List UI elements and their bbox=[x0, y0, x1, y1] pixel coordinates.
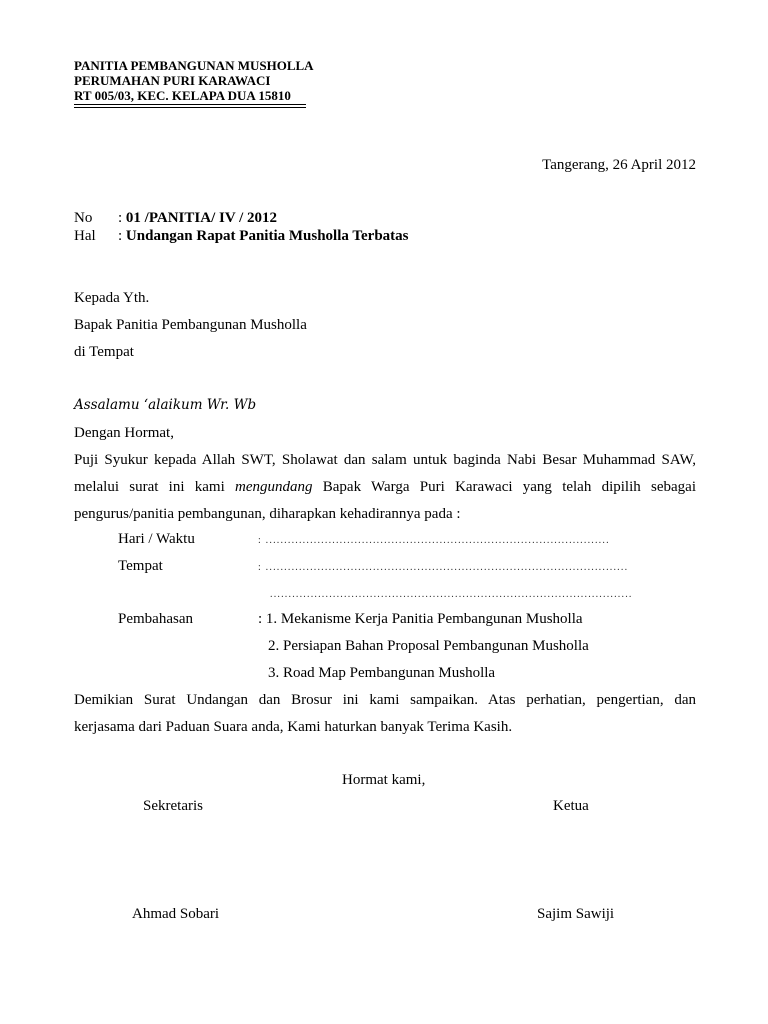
hal-label: Hal bbox=[74, 228, 96, 244]
no-colon: : bbox=[118, 210, 126, 226]
hal-field bbox=[118, 229, 409, 244]
letter-date: Tangerang, 26 April 2012 bbox=[542, 157, 696, 173]
letterhead-rule-top bbox=[74, 104, 306, 105]
hal-value: Undangan Rapat Panitia Musholla Terbatas bbox=[125, 228, 409, 244]
letterhead-line1: PANITIA PEMBANGUNAN MUSHOLLA bbox=[74, 58, 314, 73]
agenda-item-3: 3. Road Map Pembangunan Musholla bbox=[268, 665, 496, 681]
body-line2 bbox=[74, 480, 696, 495]
salutation: Dengan Hormat, bbox=[74, 425, 174, 441]
no-label: No bbox=[74, 210, 93, 226]
letterhead-line3: RT 005/03, KEC. KELAPA DUA 15810 bbox=[74, 88, 291, 103]
no-field bbox=[118, 211, 277, 226]
body-line3: pengurus/panitia pembangunan, diharapkan kehadirannya pada : bbox=[74, 506, 461, 522]
body-line2-post: Bapak Warga Puri Karawaci yang telah dipilih sebagai bbox=[312, 479, 696, 495]
pembahasan-label: Pembahasan bbox=[118, 611, 193, 627]
body-line2-emphasis: mengundang bbox=[235, 479, 313, 495]
closing-line2: kerjasama dari Paduan Suara anda, Kami haturkan banyak Terima Kasih. bbox=[74, 719, 513, 735]
body-line1: Puji Syukur kepada Allah SWT, Sholawat dan salam untuk baginda Nabi Besar Muhammad SAW, bbox=[74, 452, 696, 468]
agenda-item-1: : 1. Mekanisme Kerja Panitia Pembangunan Musholla bbox=[258, 611, 583, 627]
tempat-value-line2: .................................................................................................. bbox=[270, 589, 633, 600]
body-line2-pre: melalui surat ini kami bbox=[74, 479, 235, 495]
greeting: Assalamu ‘alaikum Wr. Wb bbox=[74, 397, 257, 413]
no-value: 01 /PANITIA/ IV / 2012 bbox=[125, 210, 278, 226]
recipient-line3: di Tempat bbox=[74, 344, 134, 360]
sekretaris-name: Ahmad Sobari bbox=[132, 906, 220, 922]
sekretaris-role: Sekretaris bbox=[143, 798, 203, 814]
ketua-name: Sajim Sawiji bbox=[537, 906, 615, 922]
letterhead-line2: PERUMAHAN PURI KARAWACI bbox=[74, 73, 271, 88]
recipient-line2: Bapak Panitia Pembangunan Musholla bbox=[74, 317, 307, 333]
hari-value: : ............................................................................................. bbox=[258, 535, 610, 546]
closing-line1: Demikian Surat Undangan dan Brosur ini kami sampaikan. Atas perhatian, pengertian, dan bbox=[74, 692, 696, 708]
hari-label: Hari / Waktu bbox=[118, 531, 195, 547]
tempat-value: : .................................................................................................. bbox=[258, 562, 629, 573]
ketua-role: Ketua bbox=[553, 798, 589, 814]
letterhead-rule-bottom bbox=[74, 107, 306, 108]
hormat-kami: Hormat kami, bbox=[342, 772, 426, 788]
tempat-label: Tempat bbox=[118, 558, 163, 574]
agenda-item-2: 2. Persiapan Bahan Proposal Pembangunan Musholla bbox=[268, 638, 589, 654]
hal-colon: : bbox=[118, 228, 126, 244]
recipient-line1: Kepada Yth. bbox=[74, 290, 150, 306]
